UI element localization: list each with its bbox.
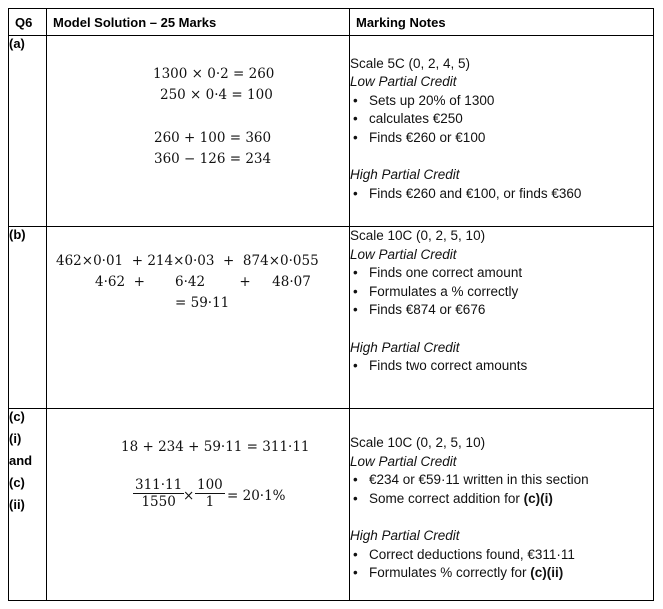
marking-table — [8, 8, 654, 601]
list-item: • Finds one correct amount — [353, 265, 523, 281]
part-b-line-3: = 59·11 — [175, 295, 230, 311]
list-item: • Finds €260 and €100, or finds €360 — [353, 185, 582, 201]
list-item: • Some correct addition for (c)(i) — [353, 490, 553, 506]
part-a-solution — [47, 36, 350, 227]
list-item: • Sets up 20% of 1300 — [353, 92, 495, 108]
part-b-low-heading: Low Partial Credit — [350, 246, 457, 262]
part-c-scale: Scale 10C (0, 2, 5, 10) — [350, 435, 486, 450]
fraction-2-denominator: 1 — [205, 494, 215, 510]
part-c-high-1: Correct deductions found, €311·11 — [369, 546, 575, 562]
part-a-line-3: 260 + 100 = 360 — [154, 130, 272, 146]
part-c-solution — [47, 409, 350, 601]
part-b-line-1: 462×0·01 + 214×0·03 + 874×0·055 — [56, 253, 319, 269]
part-c-label-1: (c) — [9, 409, 25, 424]
header-row — [9, 9, 654, 36]
part-b-label-cell — [9, 227, 47, 409]
fraction-1 — [133, 477, 184, 510]
part-c-result: = 20·1% — [227, 488, 286, 504]
fraction-2-numerator: 100 — [197, 477, 223, 493]
part-b-low-2: Formulates a % correctly — [369, 283, 519, 299]
list-item: • Formulates a % correctly — [353, 283, 519, 299]
row-part-c — [9, 409, 654, 601]
part-a-line-1: 1300 × 0·2 = 260 — [153, 66, 275, 82]
part-b-notes — [350, 227, 654, 409]
part-c-high-2: Formulates % correctly for — [369, 565, 531, 581]
list-item: • €234 or €59·11 written in this section — [353, 472, 589, 488]
part-c-high-2-ref: (c)(ii) — [530, 565, 564, 581]
list-item: • Finds €260 or €100 — [353, 129, 486, 145]
part-a-low-1: Sets up 20% of 1300 — [369, 92, 495, 108]
marking-scheme — [8, 8, 654, 601]
part-c-high-heading: High Partial Credit — [350, 527, 460, 543]
part-c-low-2: Some correct addition for — [369, 490, 524, 506]
part-b-high-1: Finds two correct amounts — [369, 358, 528, 374]
fraction-2 — [195, 477, 225, 510]
part-a-label: (a) — [9, 36, 25, 51]
part-b-line-2: 4·62 + 6·42 + 48·07 — [95, 274, 311, 290]
list-item: • Finds two correct amounts — [353, 358, 528, 374]
list-item: • Correct deductions found, €311·11 — [353, 546, 575, 562]
part-b-low-1: Finds one correct amount — [369, 265, 523, 281]
part-a-scale: Scale 5C (0, 2, 4, 5) — [350, 55, 471, 71]
list-item: • Formulates % correctly for (c)(ii) — [353, 565, 564, 581]
part-b-solution — [47, 227, 350, 409]
list-item: • calculates €250 — [353, 111, 463, 127]
part-c-label-3: and — [9, 453, 33, 468]
part-a-low-heading: Low Partial Credit — [350, 74, 457, 90]
part-a-high-1: Finds €260 and €100, or finds €360 — [369, 185, 582, 201]
part-a-line-2: 250 × 0·4 = 100 — [160, 87, 273, 103]
header-notes: Marking Notes — [350, 9, 654, 36]
part-a-label-cell — [9, 36, 47, 227]
fraction-1-numerator: 311·11 — [135, 477, 183, 493]
part-a-high-heading: High Partial Credit — [350, 167, 460, 183]
part-c-label-4: (c) — [9, 475, 25, 490]
row-part-b — [9, 227, 654, 409]
part-a-low-3: Finds €260 or €100 — [369, 129, 486, 145]
fraction-1-denominator: 1550 — [141, 494, 176, 510]
part-c-low-1: €234 or €59·11 written in this section — [369, 472, 589, 488]
part-c-label-cell — [9, 409, 47, 601]
part-b-low-3: Finds €874 or €676 — [369, 302, 486, 318]
list-item: • Finds €874 or €676 — [353, 302, 486, 318]
header-question: Q6 — [9, 9, 47, 36]
part-c-low-heading: Low Partial Credit — [350, 453, 457, 469]
part-b-label: (b) — [9, 227, 26, 242]
times-sign: × — [183, 488, 195, 504]
part-a-notes — [350, 36, 654, 227]
header-solution: Model Solution – 25 Marks — [47, 9, 350, 36]
part-a-low-2: calculates €250 — [369, 111, 463, 127]
part-c-label-5: (ii) — [9, 497, 25, 512]
part-b-scale: Scale 10C (0, 2, 5, 10) — [350, 228, 486, 243]
part-c-low-2-ref: (c)(i) — [523, 490, 553, 506]
row-part-a — [9, 36, 654, 227]
part-b-high-heading: High Partial Credit — [350, 339, 460, 355]
part-c-notes — [350, 409, 654, 601]
part-c-line-1: 18 + 234 + 59·11 = 311·11 — [121, 439, 310, 455]
part-a-line-4: 360 − 126 = 234 — [154, 151, 272, 167]
part-c-label-2: (i) — [9, 431, 22, 446]
